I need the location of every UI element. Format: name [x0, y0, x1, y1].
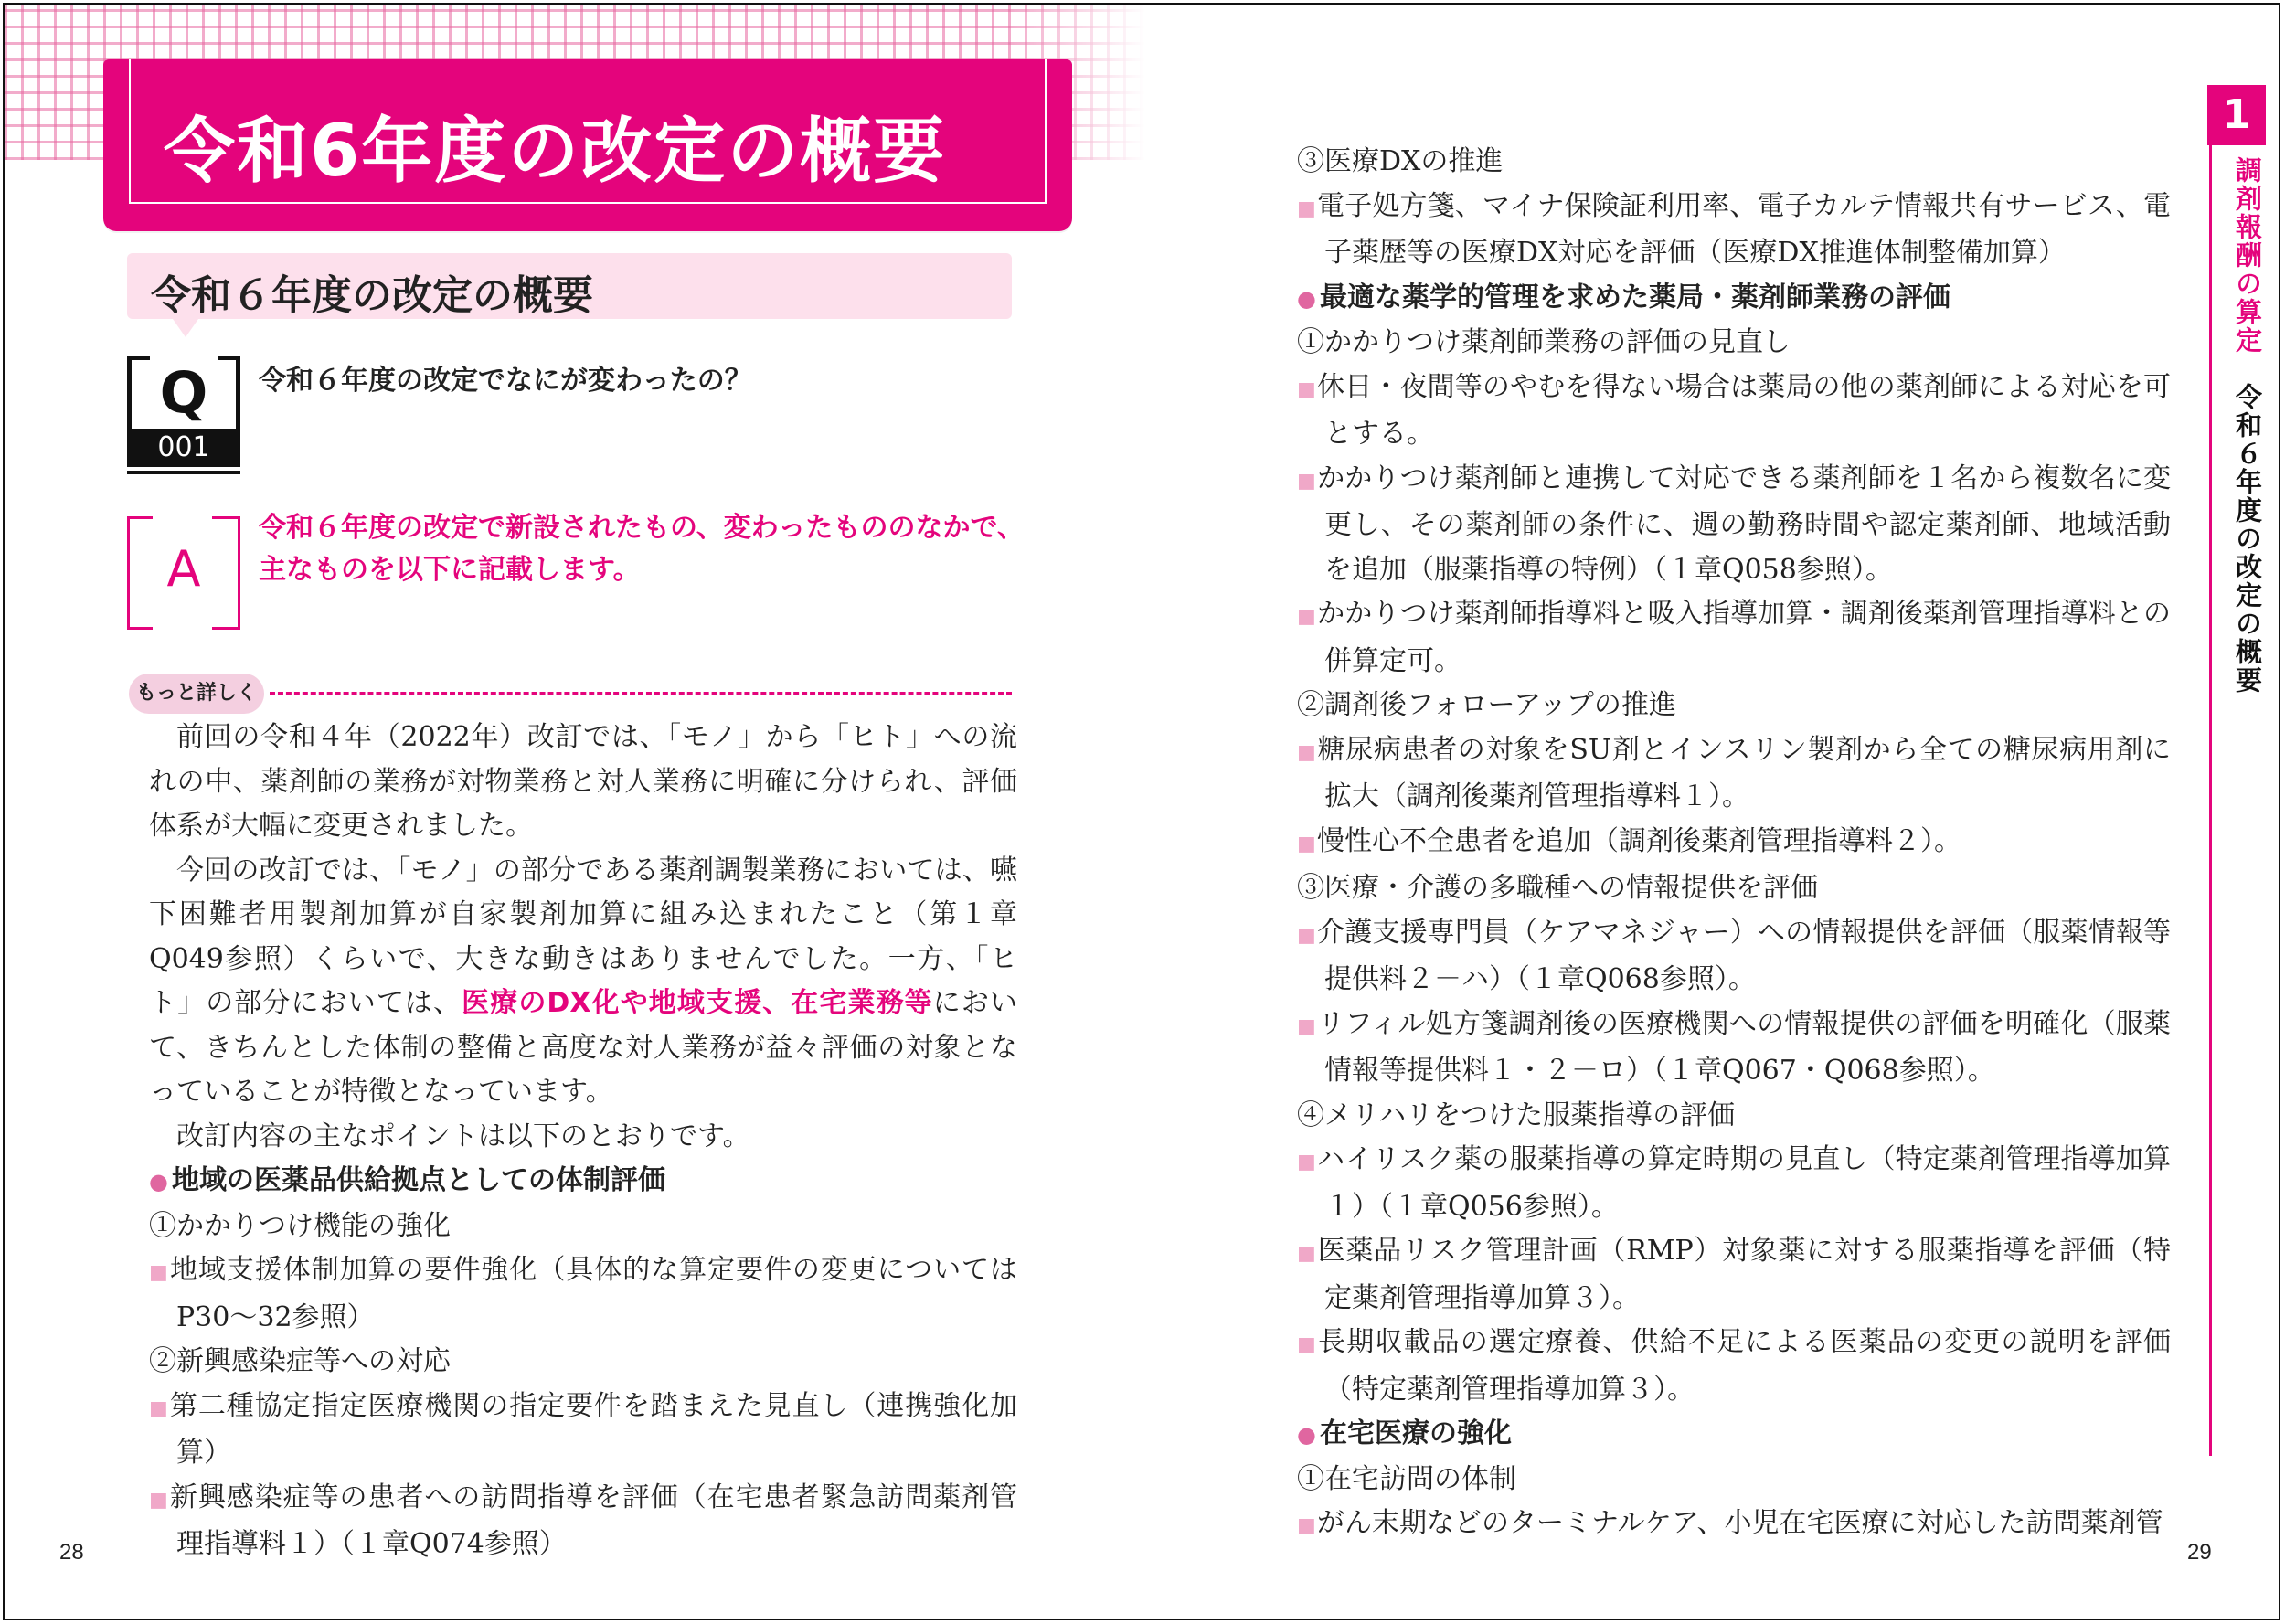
numbered-item: ②新興感染症等への対応 — [149, 1345, 451, 1377]
answer-line-2: 主なものを以下に記載します。 — [259, 554, 641, 586]
square-bullet-item: ■ 長期収載品の選定療養、供給不足による医薬品の変更の説明を評価（特定薬剤管理指導加算３）。 — [1297, 1321, 2171, 1412]
paragraph-3: 改訂内容の主なポイントは以下のとおりです。 — [176, 1120, 750, 1152]
square-bullet-item: ■ リフィル処方箋調剤後の医療機関への情報提供の評価を明確化（服薬情報等提供料１・２－ロ）（１章Q067・Q068参照）。 — [1297, 1003, 2171, 1094]
chapter-title-banner — [103, 59, 1072, 231]
detail-label: もっと詳しく — [129, 674, 264, 714]
bullet-heading: ● 在宅医療の強化 — [1297, 1412, 2171, 1458]
section-heading — [127, 253, 1012, 319]
numbered-item: ①かかりつけ機能の強化 — [149, 1209, 451, 1242]
answer-badge — [127, 516, 240, 630]
question-letter: Q — [159, 359, 208, 426]
square-bullet-item: ■ 医薬品リスク管理計画（RMP）対象薬に対する服薬指導を評価（特定薬剤管理指導加算３）。 — [1297, 1229, 2171, 1321]
question-badge — [127, 356, 240, 472]
paragraph-2-part-b: において、きちんとした体制の整備と高度な対人業務が益々評価の対象となっていることが特徴となっています。 — [149, 987, 1018, 1108]
left-body-text — [149, 716, 1017, 1567]
detail-divider — [270, 692, 1012, 695]
numbered-item: ②調剤後フォローアップの推進 — [1297, 689, 1676, 721]
square-bullet-item: ■ かかりつけ薬剤師と連携して対応できる薬剤師を１名から複数名に変更し、その薬剤師の条件に、週の勤務時間や認定薬剤師、地域活動を追加（服薬指導の特例）（１章Q058参照）。 — [1297, 457, 2171, 593]
square-bullet-item: ■ かかりつけ薬剤師指導料と吸入指導加算・調剤後薬剤管理指導料との併算定可。 — [1297, 592, 2171, 684]
page-title: 令和6年度の改定の概要 — [164, 111, 947, 193]
page-number-left: 28 — [59, 1540, 84, 1565]
paragraph-2 — [149, 849, 1017, 1115]
numbered-item: ③医療・介護の多職種への情報提供を評価 — [1297, 872, 1818, 904]
paragraph-1: 前回の令和４年（2022年）改訂では、「モノ」から「ヒト」への流れの中、薬剤師の業務が対物業務と対人業務に明確に分けられ、評価体系が大幅に変更されました。 — [149, 721, 1017, 842]
right-body-text — [1297, 140, 2171, 1549]
chapter-side-tab — [2207, 85, 2266, 1456]
square-bullet-item: ■ がん末期などのターミナルケア、小児在宅医療に対応した訪問薬剤管 — [1297, 1502, 2171, 1549]
square-bullet-item: ■ 休日・夜間等のやむを得ない場合は薬局の他の薬剤師による対応を可とする。 — [1297, 366, 2171, 457]
numbered-item: ①かかりつけ薬剤師業務の評価の見直し — [1297, 326, 1791, 358]
question-text: 令和６年度の改定でなにが変わったの？ — [259, 365, 752, 397]
numbered-item: ③医療DXの推進 — [1297, 145, 1504, 177]
numbered-item: ①在宅訪問の体制 — [1297, 1462, 1516, 1495]
highlight-text: 医療のDX化や地域支援、在宅業務等 — [462, 987, 933, 1019]
numbered-item: ④メリハリをつけた服薬指導の評価 — [1297, 1099, 1736, 1131]
side-tab-rule — [2209, 145, 2212, 1456]
bullet-heading: ● 地域の医薬品供給拠点としての体制評価 — [149, 1159, 1017, 1205]
section-heading-text: 令和６年度の改定の概要 — [151, 272, 593, 319]
answer-text — [259, 507, 1025, 591]
square-bullet-item: ■ 慢性心不全患者を追加（調剤後薬剤管理指導料２）。 — [1297, 820, 2171, 867]
square-bullet-item: ■ ハイリスク薬の服薬指導の算定時期の見直し（特定薬剤管理指導加算１）（１章Q056参照）。 — [1297, 1138, 2171, 1229]
side-tab-section: 調剤報酬の算定 — [2232, 156, 2263, 355]
square-bullet-item: ■ 地域支援体制加算の要件強化（具体的な算定要件の変更についてはP30〜32参照） — [149, 1248, 1017, 1340]
square-bullet-item: ■ 糖尿病患者の対象をSU剤とインスリン製剤から全ての糖尿病用剤に拡大（調剤後薬剤管理指導料１）。 — [1297, 728, 2171, 820]
page-number-right: 29 — [2187, 1540, 2212, 1565]
chapter-number: 1 — [2207, 85, 2266, 145]
question-number: 001 — [127, 429, 240, 467]
square-bullet-item: ■ 第二種協定指定医療機関の指定要件を踏まえた見直し（連携強化加算） — [149, 1385, 1017, 1476]
question-underline — [127, 471, 240, 474]
book-spread — [3, 3, 2280, 1620]
square-bullet-item: ■ 介護支援専門員（ケアマネジャー）への情報提供を評価（服薬情報等提供料２－ハ）（１章Q068参照）。 — [1297, 911, 2171, 1003]
answer-line-1: 令和６年度の改定で新設されたもの、変わったもののなかで、 — [259, 512, 1025, 544]
side-tab-text — [2229, 156, 2267, 695]
answer-letter: A — [166, 540, 201, 598]
paragraph-2-part-a: 今回の改訂では、「モノ」の部分である薬剤調製業務においては、嚥下困難者用製剤加算が自家製剤加算に組み込まれたこと（第１章Q049参照）くらいで、大きな動きはありませんでした。一方、「ヒト」の部分においては、 — [149, 854, 1017, 1019]
bullet-heading: ● 最適な薬学的管理を求めた薬局・薬剤師業務の評価 — [1297, 276, 2171, 322]
side-tab-topic: 令和６年度の改定の概要 — [2232, 383, 2263, 695]
square-bullet-item: ■ 新興感染症等の患者への訪問指導を評価（在宅患者緊急訪問薬剤管理指導料１）（１章Q074参照） — [149, 1476, 1017, 1567]
square-bullet-item: ■ 電子処方箋、マイナ保険証利用率、電子カルテ情報共有サービス、電子薬歴等の医療DX対応を評価（医療DX推進体制整備加算） — [1297, 185, 2171, 276]
